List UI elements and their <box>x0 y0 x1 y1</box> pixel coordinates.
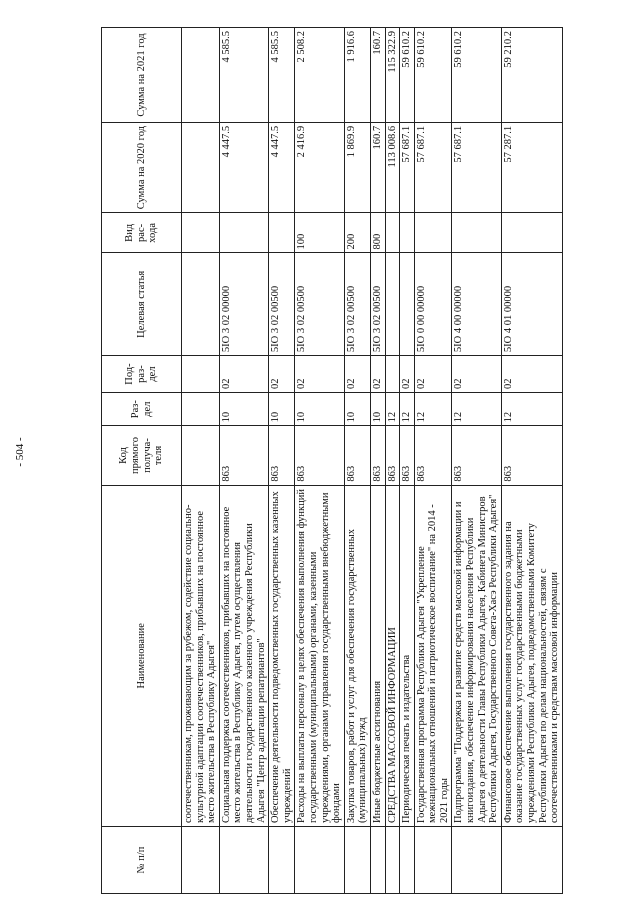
cell-code <box>182 426 220 485</box>
cell-target: 5IO 0 00 00000 <box>414 253 452 356</box>
cell-subsection: 02 <box>452 356 501 393</box>
cell-section: 10 <box>344 392 370 425</box>
cell-section <box>182 392 220 425</box>
cell-target <box>182 253 220 356</box>
cell-name: Государственная программа Республики Адыгея "Укрепление межнациональных отношений и патриотическое воспитание" на 2014 - 2021 годы <box>414 485 452 826</box>
cell-sum2021 <box>182 28 220 123</box>
cell-expense <box>385 213 400 253</box>
cell-name: Расходы на выплаты персоналу в целях обеспечения выполнения функций государственными (муниципальными) органами, казенными учреждениями, органами управления государственными внебюджетными фондами <box>295 485 344 826</box>
cell-target: 5IO 3 02 00500 <box>370 253 385 356</box>
cell-subsection <box>182 356 220 393</box>
cell-no <box>414 827 452 894</box>
cell-sum2020: 160.7 <box>370 122 385 212</box>
table-row <box>452 28 501 894</box>
cell-sum2020 <box>182 122 220 212</box>
cell-subsection: 02 <box>414 356 452 393</box>
cell-sum2021: 59 610.2 <box>414 28 452 123</box>
cell-sum2021: 59 610.2 <box>452 28 501 123</box>
cell-no <box>219 827 268 894</box>
cell-sum2020: 2 416.9 <box>295 122 344 212</box>
header-target: Целевая статья <box>102 253 182 356</box>
cell-section: 12 <box>414 392 452 425</box>
cell-no <box>295 827 344 894</box>
cell-code: 863 <box>385 426 400 485</box>
cell-sum2021: 59 210.2 <box>501 28 562 123</box>
cell-subsection: 02 <box>501 356 562 393</box>
cell-name: Подпрограмма "Поддержка и развитие средств массовой информации и книгоиздания, обеспечение информирования населения Республики Адыгея о деятельности Главы Республики Адыгея, Кабинета Министров Республики Адыгея, Государственного Совета-Хасэ Республики Адыгея" <box>452 485 501 826</box>
cell-section: 10 <box>219 392 268 425</box>
cell-expense <box>501 213 562 253</box>
header-name: Наименование <box>102 485 182 826</box>
cell-subsection: 02 <box>400 356 415 393</box>
cell-target: 5IO 4 00 00000 <box>452 253 501 356</box>
cell-sum2021: 59 610.2 <box>400 28 415 123</box>
cell-target <box>385 253 400 356</box>
cell-no <box>501 827 562 894</box>
cell-name: Социальная поддержка соотечественников, прибывших на постоянное место жительства в Республику Адыгея, путем осуществления деятельности государственного казенного учреждения Республики Адыгея "Центр адаптации репатриантов" <box>219 485 268 826</box>
cell-expense: 100 <box>295 213 344 253</box>
cell-sum2021: 115 322.9 <box>385 28 400 123</box>
cell-subsection: 02 <box>370 356 385 393</box>
table-row <box>370 28 385 894</box>
cell-sum2021: 160.7 <box>370 28 385 123</box>
header-sum2020: Сумма на 2020 год <box>102 122 182 212</box>
cell-code: 863 <box>370 426 385 485</box>
cell-sum2020: 4 447.5 <box>219 122 268 212</box>
cell-sum2021: 2 508.2 <box>295 28 344 123</box>
cell-no <box>182 827 220 894</box>
table-row <box>400 28 415 894</box>
cell-section: 10 <box>295 392 344 425</box>
cell-section: 12 <box>452 392 501 425</box>
cell-expense <box>269 213 295 253</box>
cell-no <box>344 827 370 894</box>
cell-expense: 200 <box>344 213 370 253</box>
cell-sum2020: 57 687.1 <box>452 122 501 212</box>
cell-target: 5IO 3 02 00000 <box>219 253 268 356</box>
cell-name: Иные бюджетные ассигнования <box>370 485 385 826</box>
cell-target: 5IO 3 02 00500 <box>295 253 344 356</box>
cell-code: 863 <box>400 426 415 485</box>
header-no: № п/п <box>102 827 182 894</box>
cell-sum2020: 57 287.1 <box>501 122 562 212</box>
table-row <box>414 28 452 894</box>
header-code: Код прямого получа- теля <box>102 426 182 485</box>
cell-sum2021: 1 916.6 <box>344 28 370 123</box>
cell-subsection <box>385 356 400 393</box>
cell-subsection: 02 <box>295 356 344 393</box>
cell-sum2021: 4 585.5 <box>269 28 295 123</box>
cell-section: 12 <box>400 392 415 425</box>
table-row <box>269 28 295 894</box>
header-expense: Вид рас- хода <box>102 213 182 253</box>
cell-no <box>269 827 295 894</box>
table-row <box>295 28 344 894</box>
cell-code: 863 <box>219 426 268 485</box>
cell-target <box>400 253 415 356</box>
cell-no <box>385 827 400 894</box>
cell-name: Финансовое обеспечение выполнения государственного задания на оказание государственных услуг государственными бюджетными учреждениями Республики Адыгея, подведомственными Комитету Республики Адыгея по делам национальностей, связям с соотечественниками и средствам массовой информации <box>501 485 562 826</box>
cell-code: 863 <box>501 426 562 485</box>
cell-name: Обеспечение деятельности подведомственных государственных казенных учреждений <box>269 485 295 826</box>
cell-target: 5IO 3 02 00500 <box>344 253 370 356</box>
cell-code: 863 <box>452 426 501 485</box>
cell-expense <box>182 213 220 253</box>
cell-target: 5IO 3 02 00500 <box>269 253 295 356</box>
cell-section: 10 <box>370 392 385 425</box>
cell-subsection: 02 <box>269 356 295 393</box>
cell-no <box>370 827 385 894</box>
cell-subsection: 02 <box>344 356 370 393</box>
page-number: - 504 - <box>14 437 26 467</box>
cell-code: 863 <box>344 426 370 485</box>
cell-code: 863 <box>414 426 452 485</box>
header-row <box>102 28 182 894</box>
cell-expense <box>219 213 268 253</box>
budget-table <box>101 27 563 894</box>
cell-expense: 800 <box>370 213 385 253</box>
header-section: Раз- дел <box>102 392 182 425</box>
cell-sum2020: 4 447.5 <box>269 122 295 212</box>
header-sum2021: Сумма на 2021 год <box>102 28 182 123</box>
cell-name: Периодическая печать и издательства <box>400 485 415 826</box>
cell-sum2020: 57 687.1 <box>400 122 415 212</box>
cell-expense <box>452 213 501 253</box>
table-row <box>385 28 400 894</box>
cell-subsection: 02 <box>219 356 268 393</box>
header-subsection: Под- раз- дел <box>102 356 182 393</box>
cell-sum2020: 57 687.1 <box>414 122 452 212</box>
cell-section: 10 <box>269 392 295 425</box>
cell-name: СРЕДСТВА МАССОВОЙ ИНФОРМАЦИИ <box>385 485 400 826</box>
table-row <box>344 28 370 894</box>
cell-no <box>452 827 501 894</box>
cell-section: 12 <box>501 392 562 425</box>
cell-section: 12 <box>385 392 400 425</box>
cell-sum2020: 1 869.9 <box>344 122 370 212</box>
table-row <box>182 28 220 894</box>
cell-target: 5IO 4 01 00000 <box>501 253 562 356</box>
cell-name: Закупка товаров, работ и услуг для обеспечения государственных (муниципальных) нужд <box>344 485 370 826</box>
cell-no <box>400 827 415 894</box>
cell-code: 863 <box>269 426 295 485</box>
cell-expense <box>414 213 452 253</box>
cell-sum2021: 4 585.5 <box>219 28 268 123</box>
cell-code: 863 <box>295 426 344 485</box>
table-row <box>219 28 268 894</box>
cell-expense <box>400 213 415 253</box>
cell-sum2020: 113 008.6 <box>385 122 400 212</box>
table-row <box>501 28 562 894</box>
rotated-table-wrapper <box>101 27 561 894</box>
cell-name: соотечественникам, проживающим за рубежом, содействие социально-культурной адаптации соотечественников, прибывших на постоянное место жительства в Республику Адыгея" <box>182 485 220 826</box>
